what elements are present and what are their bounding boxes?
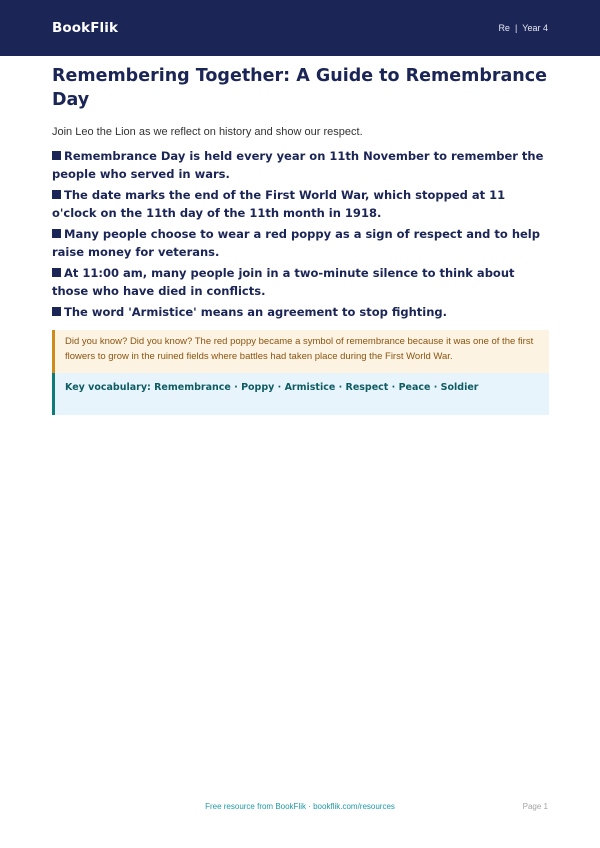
fact-text: Remembrance Day is held every year on 11th November to remember the people who served in wars. — [52, 149, 544, 181]
page-subtitle: Join Leo the Lion as we reflect on history and show our respect. — [52, 126, 363, 138]
square-bullet-icon — [52, 307, 61, 316]
page-number: Page 1 — [522, 802, 548, 811]
fact-item — [52, 265, 549, 300]
fact-list — [52, 148, 549, 322]
brand-logo-text[interactable]: BookFlik — [52, 20, 119, 36]
square-bullet-icon — [52, 190, 61, 199]
page-footer — [0, 800, 600, 816]
year-label: Year 4 — [522, 23, 548, 33]
square-bullet-icon — [52, 268, 61, 277]
subject-label: Re — [498, 23, 510, 33]
fact-text: Many people choose to wear a red poppy as a sign of respect and to help raise money for veterans. — [52, 227, 540, 259]
page-title: Remembering Together: A Guide to Remembrance Day — [52, 66, 548, 110]
fact-item — [52, 148, 549, 183]
meta-separator: | — [514, 23, 518, 33]
key-vocabulary-box: Key vocabulary: Remembrance · Poppy · Armistice · Respect · Peace · Soldier — [52, 373, 549, 415]
main-content — [52, 64, 549, 415]
fact-item — [52, 304, 549, 322]
footer-credit-link[interactable]: Free resource from BookFlik · bookflik.com/resources — [205, 802, 395, 811]
fact-text: At 11:00 am, many people join in a two-minute silence to think about those who have died in conflicts. — [52, 266, 515, 298]
square-bullet-icon — [52, 229, 61, 238]
did-you-know-callout: Did you know? Did you know? The red poppy became a symbol of remembrance because it was one of the first flowers to grow in the ruined fields where battles had taken place during the First World War. — [52, 330, 549, 373]
header-meta — [498, 23, 548, 33]
square-bullet-icon — [52, 151, 61, 160]
fact-item — [52, 226, 549, 261]
fact-text: The date marks the end of the First World War, which stopped at 11 o'clock on the 11th day of the 11th month in 1918. — [52, 188, 506, 220]
fact-item — [52, 187, 549, 222]
fact-text: The word 'Armistice' means an agreement to stop fighting. — [64, 305, 448, 319]
page-header — [0, 0, 600, 56]
